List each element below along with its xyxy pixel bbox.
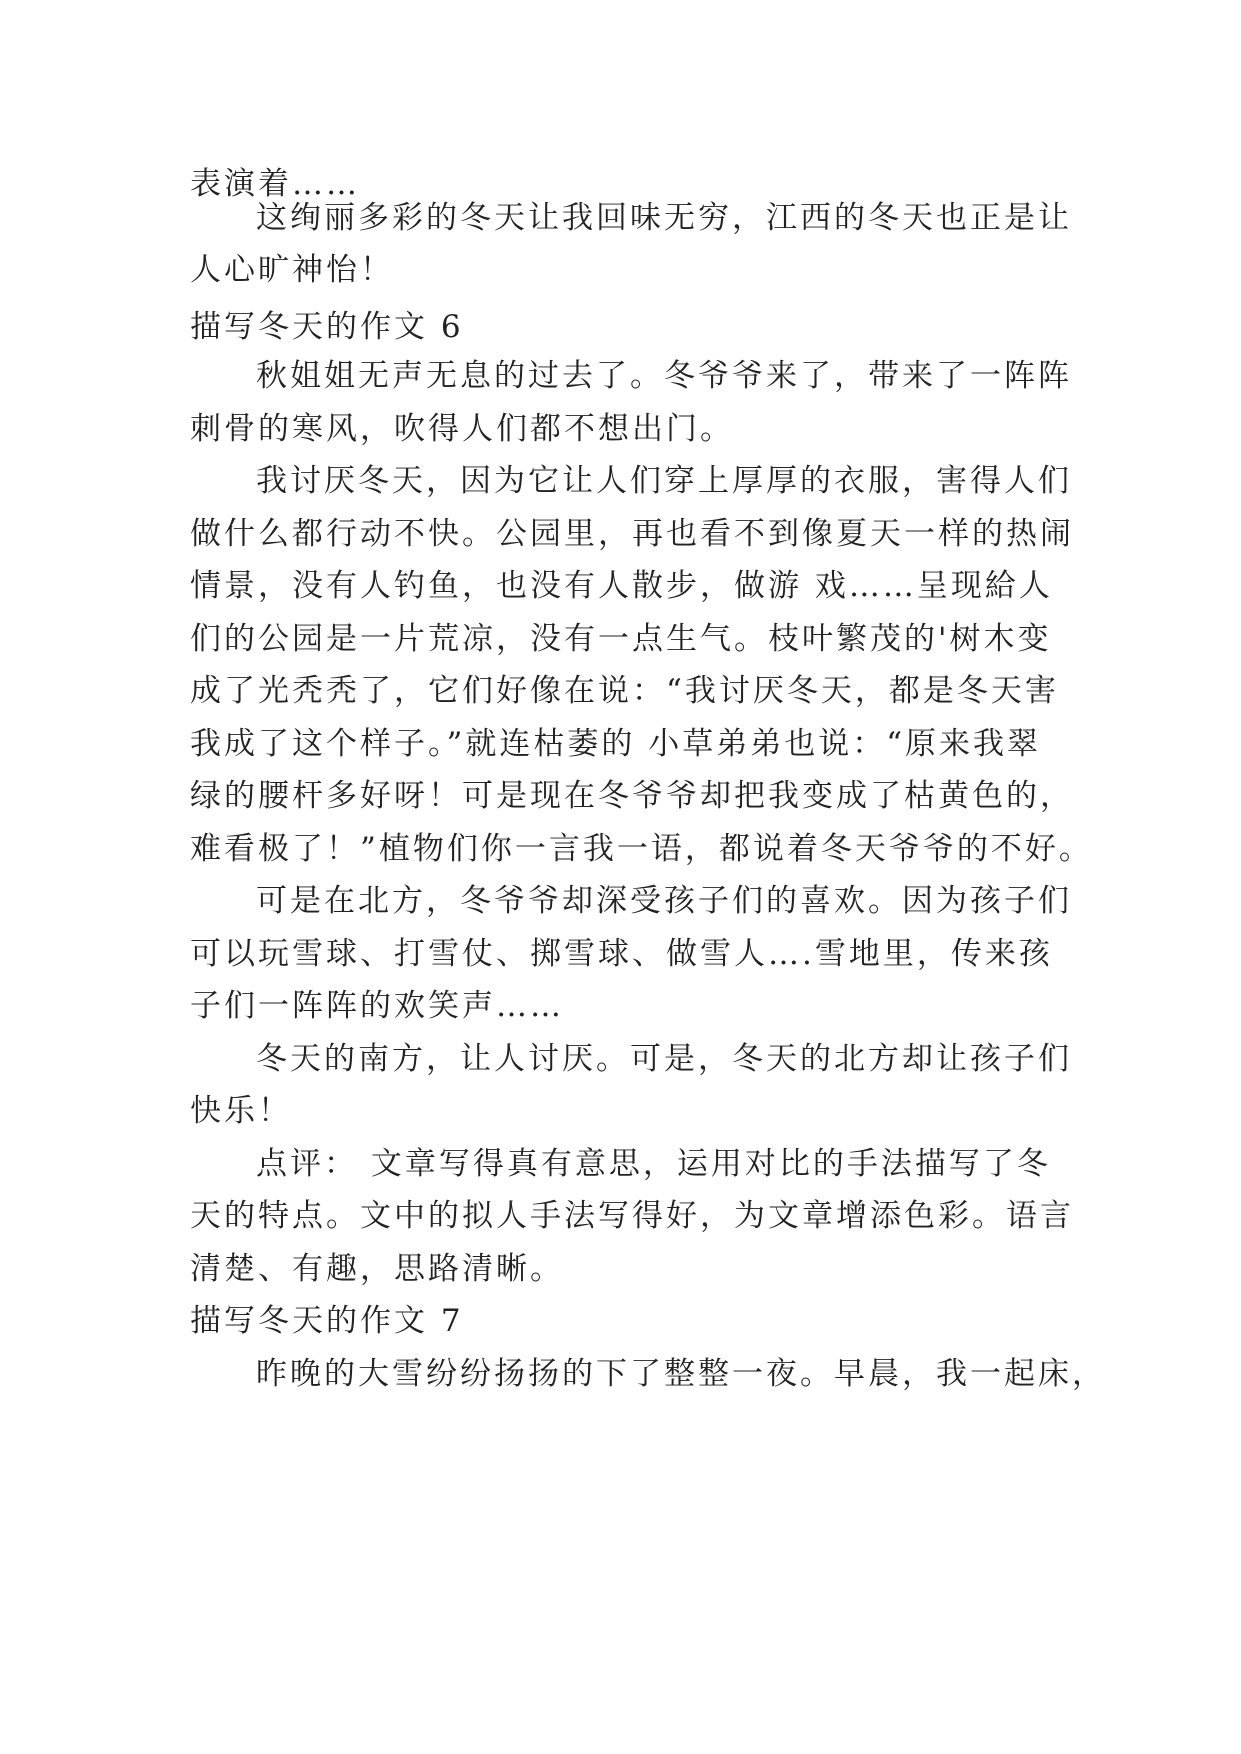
comment-paragraph: 点评： 文章写得真有意思，运用对比的手法描写了冬	[256, 1146, 1051, 1182]
text-line: 快乐！	[190, 1093, 292, 1129]
text-line: 刺骨的寒风，吹得人们都不想出门。	[190, 411, 734, 447]
section-heading: 描写冬天的作文 7	[190, 1303, 464, 1339]
text-line: 绿的腰杆多好呀！可是现在冬爷爷却把我变成了枯黄色的，	[190, 778, 1074, 814]
paragraph-start: 这绚丽多彩的冬天让我回味无穷，江西的冬天也正是让	[256, 200, 1072, 236]
section-heading: 描写冬天的作文 6	[190, 309, 464, 345]
paragraph-start: 秋姐姐无声无息的过去了。冬爷爷来了，带来了一阵阵	[256, 358, 1072, 394]
text-line: 做什么都行动不快。公园里，再也看不到像夏天一样的热闹	[190, 516, 1074, 552]
text-line: 子们一阵阵的欢笑声……	[190, 988, 564, 1024]
text-line: 成了光秃秃了，它们好像在说：“我讨厌冬天，都是冬天害	[190, 673, 1059, 709]
text-line: 人心旷神怡！	[190, 252, 394, 288]
text-line: 们的公园是一片荒凉，没有一点生气。枝叶繁茂的'树木变	[190, 621, 1052, 657]
paragraph-start: 我讨厌冬天，因为它让人们穿上厚厚的衣服，害得人们	[256, 463, 1072, 499]
text-line: 我成了这个样子。”就连枯萎的 小草弟弟也说：“原来我翠	[190, 726, 1042, 762]
text-line: 清楚、有趣，思路清晰。	[190, 1251, 564, 1287]
text-line: 表演着……	[190, 166, 360, 202]
paragraph-start: 冬天的南方，让人讨厌。可是，冬天的北方却让孩子们	[256, 1041, 1072, 1077]
text-line: 情景，没有人钓鱼，也没有人散步，做游 戏……呈现給人	[190, 568, 1053, 604]
text-line: 可以玩雪球、打雪仗、掷雪球、做雪人….雪地里，传来孩	[190, 936, 1053, 972]
paragraph-start: 昨晚的大雪纷纷扬扬的下了整整一夜。早晨，我一起床，	[256, 1356, 1106, 1392]
paragraph-start: 可是在北方，冬爷爷却深受孩子们的喜欢。因为孩子们	[256, 883, 1072, 919]
text-line: 天的特点。文中的拟人手法写得好，为文章增添色彩。语言	[190, 1198, 1074, 1234]
text-line: 难看极了！”植物们你一言我一语，都说着冬天爷爷的不好。	[190, 831, 1093, 867]
